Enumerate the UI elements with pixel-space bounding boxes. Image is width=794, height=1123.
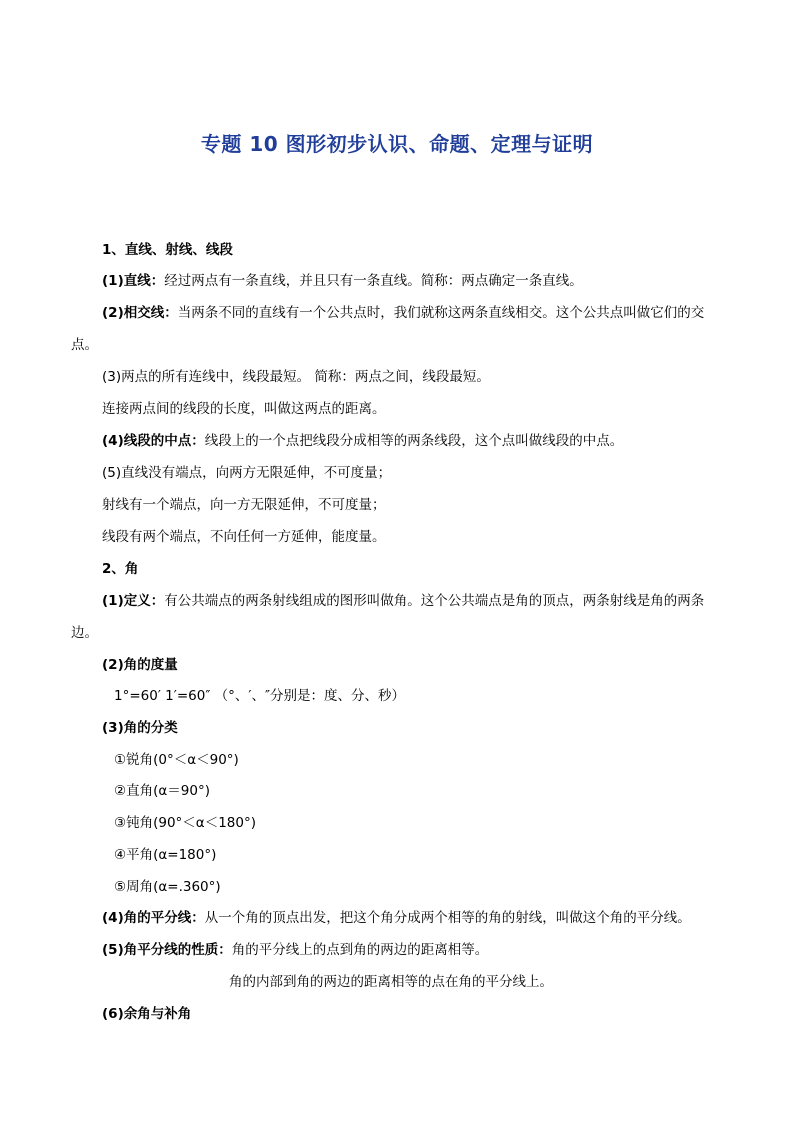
s2-p4-label: (4)角的平分线：: [102, 910, 205, 926]
s1-p4: [102, 431, 623, 451]
s2-p6-heading: (6)余角与补角: [102, 1006, 192, 1022]
s1-p1: [102, 271, 583, 291]
s2-p1-label: (1)定义：: [102, 593, 165, 609]
s1-p2-text: 当两条不同的直线有一个公共点时，我们就称这两条直线相交。这个公共点叫做它们的交: [177, 305, 705, 321]
s2-p2-text: 1°=60′ 1′=60″ （°、′、″分别是：度、分、秒）: [114, 688, 406, 704]
s1-p2-cont: 点。: [71, 337, 98, 353]
page-title: 专题 10 图形初步认识、命题、定理与证明: [200, 132, 594, 156]
s1-p5b: 射线有一个端点，向一方无限延伸，不可度量；: [102, 497, 386, 513]
s1-p1-label: (1)直线：: [102, 273, 165, 289]
s2-p5-text: 角的平分线上的点到角的两边的距离相等。: [231, 942, 489, 958]
s1-p1-text: 经过两点有一条直线，并且只有一条直线。简称：两点确定一条直线。: [164, 273, 583, 289]
s1-p4-text: 线段上的一个点把线段分成相等的两条线段，这个点叫做线段的中点。: [204, 433, 624, 449]
s1-p2-label: (2)相交线：: [102, 305, 178, 321]
s1-p4-label: (4)线段的中点：: [102, 433, 205, 449]
section-1-heading: 1、直线、射线、线段: [102, 242, 233, 258]
s2-p5b: 角的内部到角的两边的距离相等的点在角的平分线上。: [229, 974, 553, 990]
s1-p2: [102, 303, 704, 323]
s2-p2-heading: (2)角的度量: [102, 657, 178, 673]
s1-p5c: 线段有两个端点，不向任何一方延伸，能度量。: [102, 529, 386, 545]
s2-p5: [102, 940, 488, 960]
angle-class-obtuse: ③钝角(90°＜α＜180°): [114, 815, 256, 831]
angle-class-right: ②直角(α＝90°): [114, 783, 210, 799]
s2-p1: [102, 591, 704, 611]
s2-p4: [102, 908, 691, 928]
s1-p5: (5)直线没有端点，向两方无限延伸，不可度量；: [102, 465, 392, 481]
s1-p3: (3)两点的所有连线中，线段最短。 简称：两点之间，线段最短。: [102, 369, 490, 385]
s2-p1-cont: 边。: [71, 625, 98, 641]
s2-p3-heading: (3)角的分类: [102, 720, 178, 736]
s1-p3b: 连接两点间的线段的长度，叫做这两点的距离。: [102, 401, 386, 417]
s2-p4-text: 从一个角的顶点出发，把这个角分成两个相等的角的射线，叫做这个角的平分线。: [204, 910, 691, 926]
section-2-heading: 2、角: [102, 561, 139, 577]
s2-p1-text: 有公共端点的两条射线组成的图形叫做角。这个公共端点是角的顶点，两条射线是角的两条: [164, 593, 705, 609]
angle-class-straight: ④平角(α=180°): [114, 847, 217, 863]
angle-class-acute: ①锐角(0°＜α＜90°): [114, 752, 239, 768]
s2-p5-label: (5)角平分线的性质：: [102, 942, 232, 958]
angle-class-full: ⑤周角(α=.360°): [114, 879, 221, 895]
